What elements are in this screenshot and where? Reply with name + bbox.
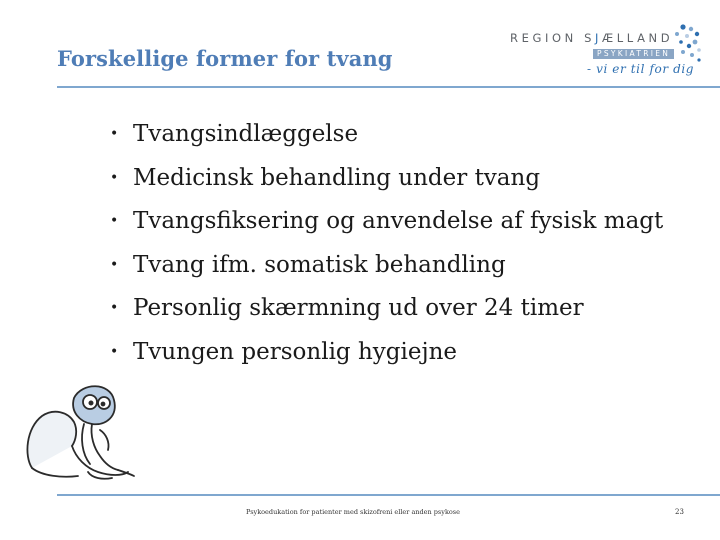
- logo-region-part1: REGION S: [510, 31, 595, 45]
- bullet-dot-icon: •: [110, 256, 119, 273]
- bullet-text: Personlig skærmning ud over 24 timer: [133, 295, 584, 322]
- region-sjaelland-logo: [505, 22, 705, 88]
- bullet-text: Medicinsk behandling under tvang: [133, 164, 541, 191]
- logo-psykiatrien-text: PSYKIATRIEN: [593, 49, 674, 59]
- bullet-dot-icon: •: [110, 213, 119, 230]
- footer-caption: Psykoedukation for patienter med skizofreni eller anden psykose: [246, 508, 460, 516]
- slide-title: Forskellige former for tvang: [57, 46, 393, 71]
- logo-region-part2: ÆLLAND: [601, 31, 674, 45]
- page-number: 23: [675, 508, 684, 516]
- bullet-text: Tvangsindlæggelse: [133, 121, 359, 147]
- bullet-dot-icon: •: [110, 169, 119, 186]
- bullet-dot-icon: •: [110, 300, 119, 317]
- bullet-text: Tvungen personlig hygiejne: [133, 338, 458, 365]
- bullet-dot-icon: •: [110, 126, 119, 142]
- sitting-figure-illustration: [18, 376, 143, 486]
- bullet-dot-icon: •: [110, 343, 119, 360]
- logo-region-text: [510, 31, 673, 45]
- logo-tagline: - vi er til for dig: [587, 62, 695, 76]
- logo-region-j: J: [594, 31, 602, 45]
- footer-divider: [57, 494, 720, 496]
- bullet-text: Tvang ifm. somatisk behandling: [133, 251, 506, 278]
- logo-dots-icon: [665, 22, 705, 68]
- bullet-text: Tvangsfiksering og anvendelse af fysisk magt: [133, 208, 664, 235]
